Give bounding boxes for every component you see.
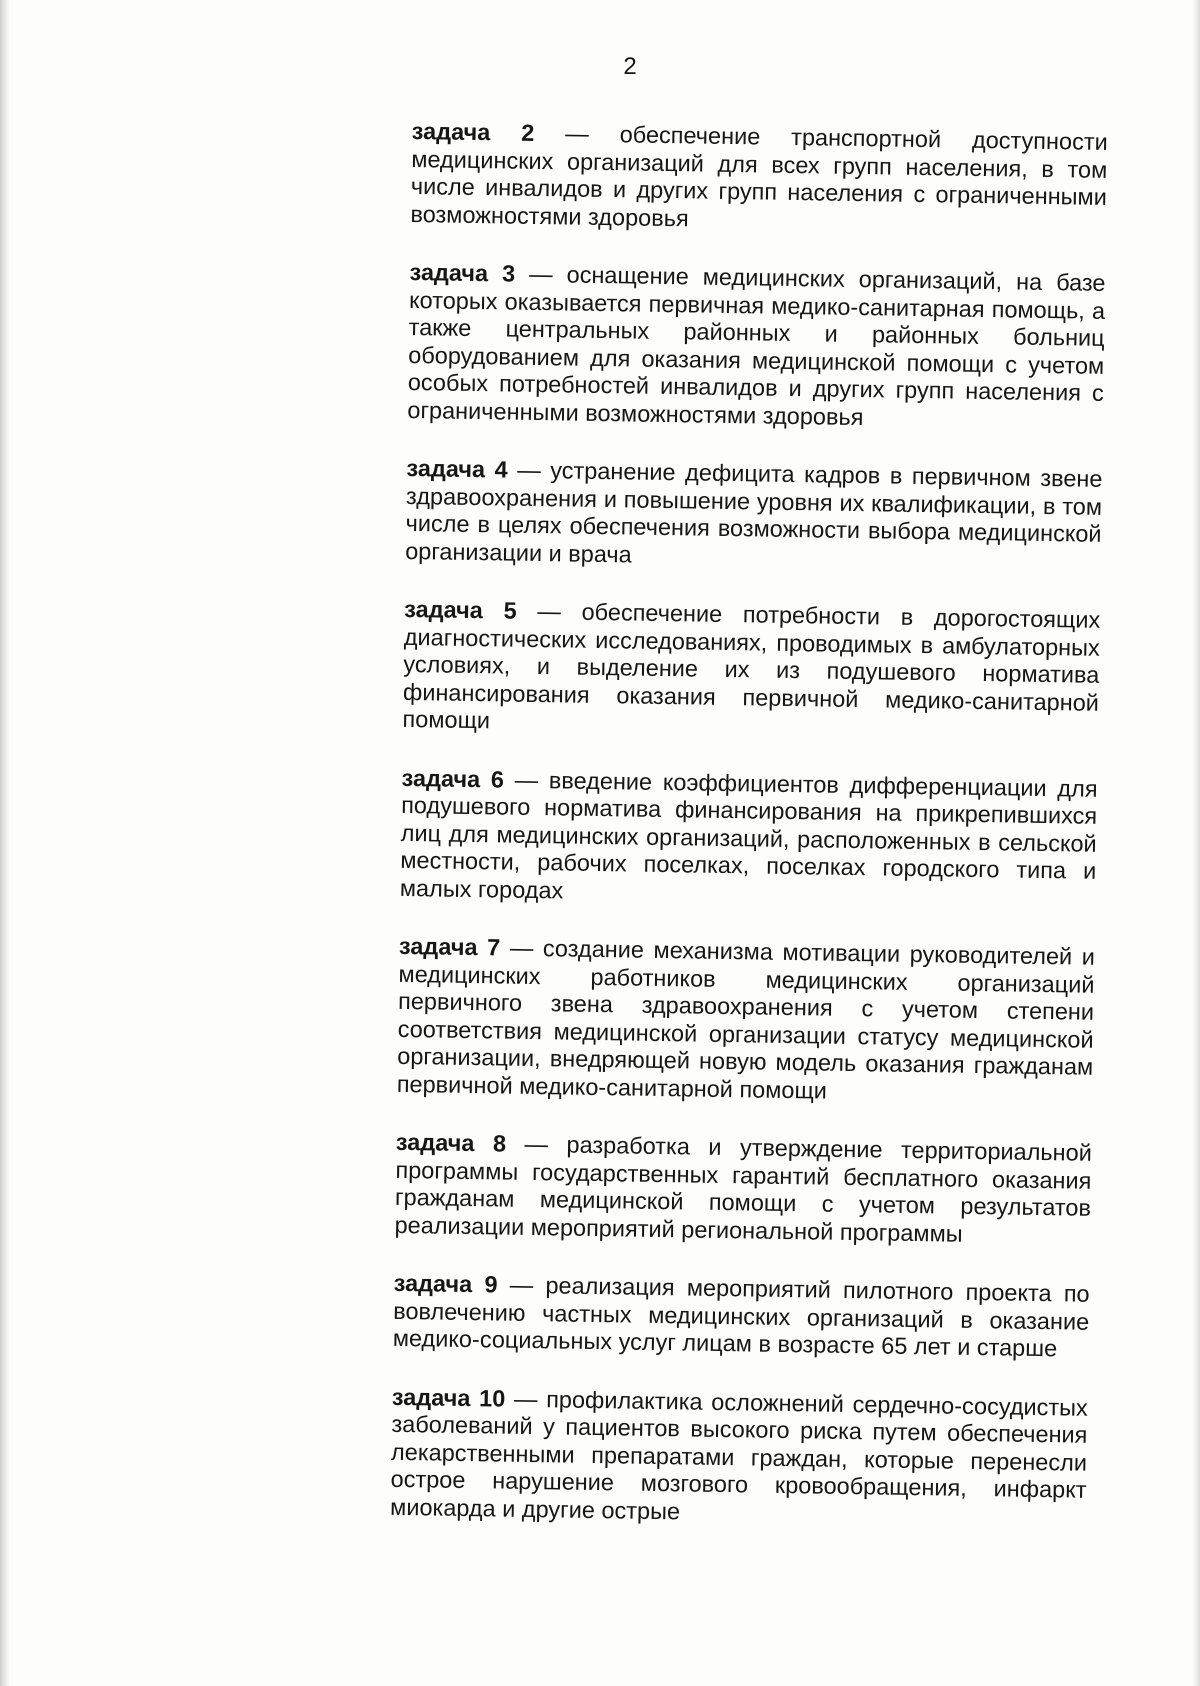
task-3 bbox=[407, 259, 1106, 435]
task-text: — реализация мероприятий пилотного проекта по вовлечению частных медицинских организаций в оказание медико-социальных услуг лицам в возрасте 65 лет и старше bbox=[392, 1271, 1090, 1362]
task-label: задача 2 bbox=[411, 118, 535, 146]
task-8 bbox=[394, 1129, 1092, 1250]
task-6 bbox=[400, 764, 1098, 912]
task-10 bbox=[390, 1383, 1088, 1531]
task-label: задача 10 bbox=[391, 1383, 506, 1412]
task-label: задача 5 bbox=[404, 595, 517, 624]
task-text: — оснащение медицинских организаций, на базе которых оказывается первичная медико-санитарная помощь, а также центральных районных и районных больниц оборудованием для оказания медицинской помощи с учетом особых потребностей инвалидов и других групп населения с ограниченными возможностями здоровья bbox=[407, 260, 1106, 430]
task-text: — профилактика осложнений сердечно-сосудистых заболеваний у пациентов высокого риска путем обеспечения лекарственными препаратами граждан, которые перенесли острое нарушение мозгового кровообращения, инфаркт миокарда и другие острые bbox=[389, 1385, 1089, 1524]
scan-edge-right bbox=[1192, 0, 1200, 1686]
task-label: задача 4 bbox=[406, 454, 508, 483]
task-label: задача 8 bbox=[395, 1128, 507, 1157]
task-text: — обеспечение потребности в дорогостоящих диагностических исследованиях, проводимых в амбулаторных условиях, и выделение их из подушевого норматива финансирования оказания первичной медико-санитарной помощи bbox=[402, 597, 1101, 734]
task-9 bbox=[393, 1270, 1090, 1363]
task-5 bbox=[402, 596, 1100, 744]
task-text: — создание механизма мотивации руководителей и медицинских работников медицинских организаций первичного звена здравоохранения с учетом степени соответствия медицинской организации статусу медицинской организации, внедряющей новую модель оказания гражданам первичной медико-санитарной помощи bbox=[396, 934, 1096, 1104]
task-text: — устранение дефицита кадров в первичном звене здравоохранения и повышение уровня их квалификации, в том числе в целях обеспечения возможности выбора медицинской организации и врача bbox=[405, 456, 1103, 568]
task-text: — разработка и утверждение территориальной программы государственных гарантий бесплатного оказания гражданам медицинской помощи с учетом результатов реализации мероприятий региональной программы bbox=[394, 1130, 1093, 1247]
task-label: задача 7 bbox=[398, 932, 501, 961]
task-text: — обеспечение транспортной доступности медицинских организаций для всех групп населения, в том числе инвалидов и других групп населения с ограниченными возможностями здоровья bbox=[410, 119, 1108, 231]
task-7 bbox=[397, 933, 1096, 1109]
task-text: — введение коэффициентов дифференциации для подушевого норматива финансирования на прикрепившихся лиц для медицинских организаций, расположенных в сельской местности, рабочих поселках, поселках городского типа и малых городах bbox=[399, 766, 1098, 903]
page-number: 2 bbox=[623, 53, 637, 80]
task-list bbox=[389, 118, 1107, 1563]
task-label: задача 6 bbox=[401, 764, 505, 793]
scan-edge-left bbox=[0, 0, 10, 1686]
task-label: задача 9 bbox=[393, 1269, 498, 1298]
task-label: задача 3 bbox=[409, 258, 516, 287]
task-4 bbox=[405, 455, 1103, 576]
task-2 bbox=[410, 118, 1108, 239]
